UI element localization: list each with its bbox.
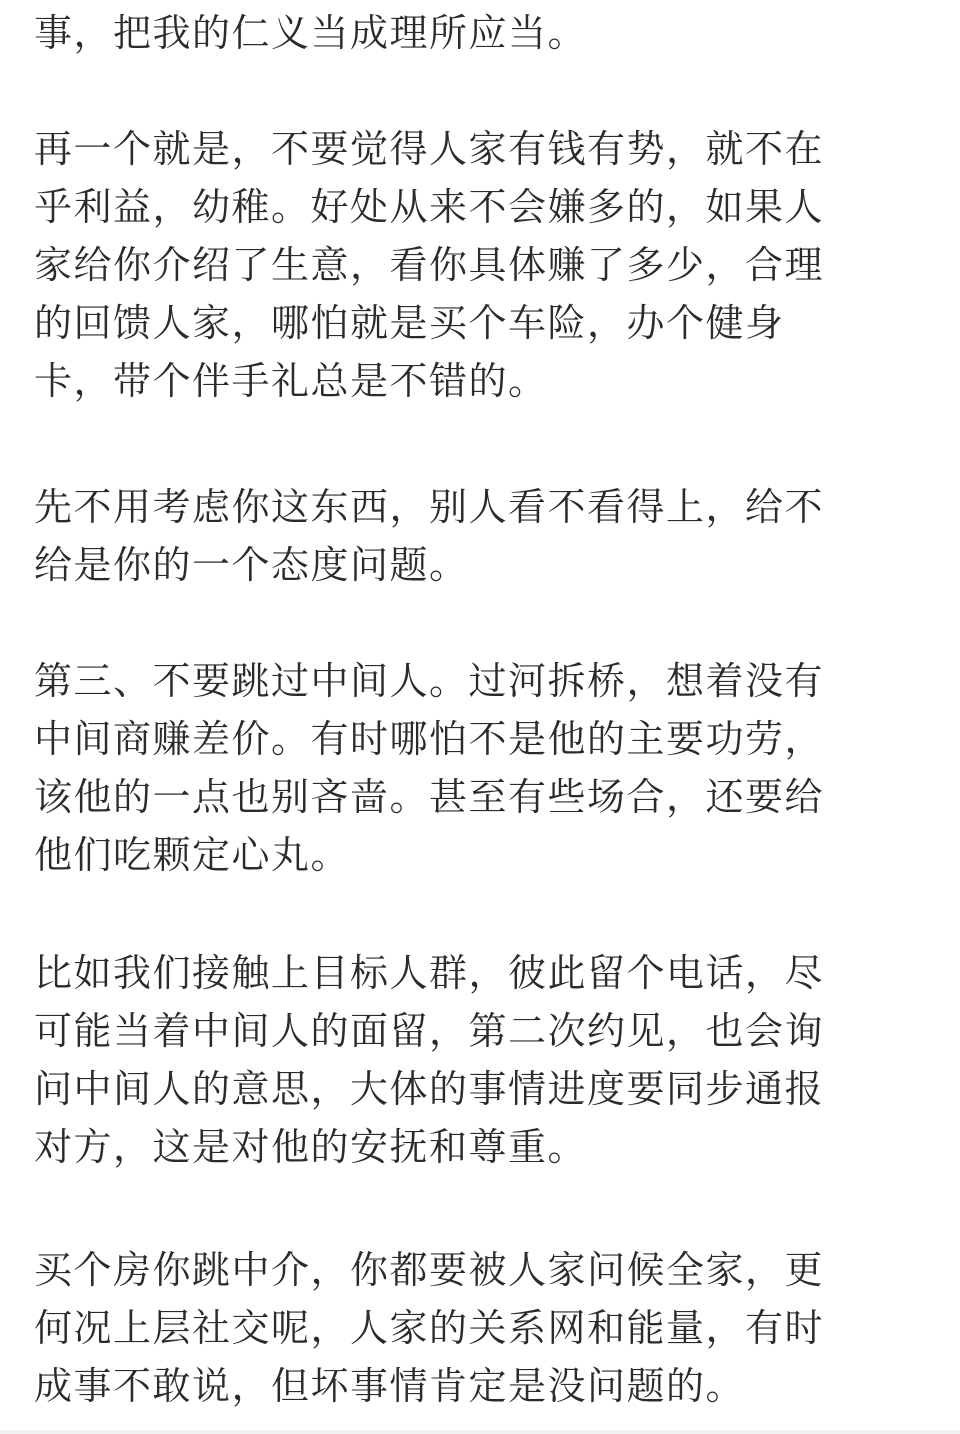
- text-line: 可能当着中间人的面留，第二次约见，也会询: [34, 1009, 825, 1053]
- text-line: 家给你介绍了生意，看你具体赚了多少，合理: [34, 243, 825, 287]
- paragraph-6: [34, 1241, 934, 1415]
- text-line: 比如我们接触上目标人群，彼此留个电话，尽: [34, 951, 825, 995]
- paragraph-4: [34, 652, 934, 884]
- bottom-edge-divider: [0, 1430, 960, 1434]
- text-line: 先不用考虑你这东西，别人看不看得上，给不: [34, 485, 825, 529]
- text-line: 该他的一点也别吝啬。甚至有些场合，还要给: [34, 775, 825, 819]
- text-line: 卡，带个伴手礼总是不错的。: [34, 359, 548, 403]
- text-line: 对方，这是对他的安抚和尊重。: [34, 1125, 588, 1169]
- text-line: 再一个就是，不要觉得人家有钱有势，就不在: [34, 127, 825, 171]
- text-line: 中间商赚差价。有时哪怕不是他的主要功劳，: [34, 717, 825, 761]
- text-line: 何况上层社交呢，人家的关系网和能量，有时: [34, 1306, 825, 1350]
- paragraph-5: [34, 944, 934, 1176]
- paragraph-3: [34, 478, 934, 594]
- text-line: 的回馈人家，哪怕就是买个车险，办个健身: [34, 301, 785, 345]
- text-line: 他们吃颗定心丸。: [34, 833, 351, 877]
- text-line: 买个房你跳中介，你都要被人家问候全家，更: [34, 1248, 825, 1292]
- paragraph-1: [34, 4, 934, 62]
- text-line: 乎利益，幼稚。好处从来不会嫌多的，如果人: [34, 185, 825, 229]
- text-line: 问中间人的意思，大体的事情进度要同步通报: [34, 1067, 825, 1111]
- paragraph-2: [34, 120, 934, 410]
- text-line: 给是你的一个态度问题。: [34, 543, 469, 587]
- text-line: 第三、不要跳过中间人。过河拆桥，想着没有: [34, 659, 825, 703]
- text-line: 事，把我的仁义当成理所应当。: [34, 11, 588, 55]
- text-line: 成事不敢说，但坏事情肯定是没问题的。: [34, 1364, 746, 1408]
